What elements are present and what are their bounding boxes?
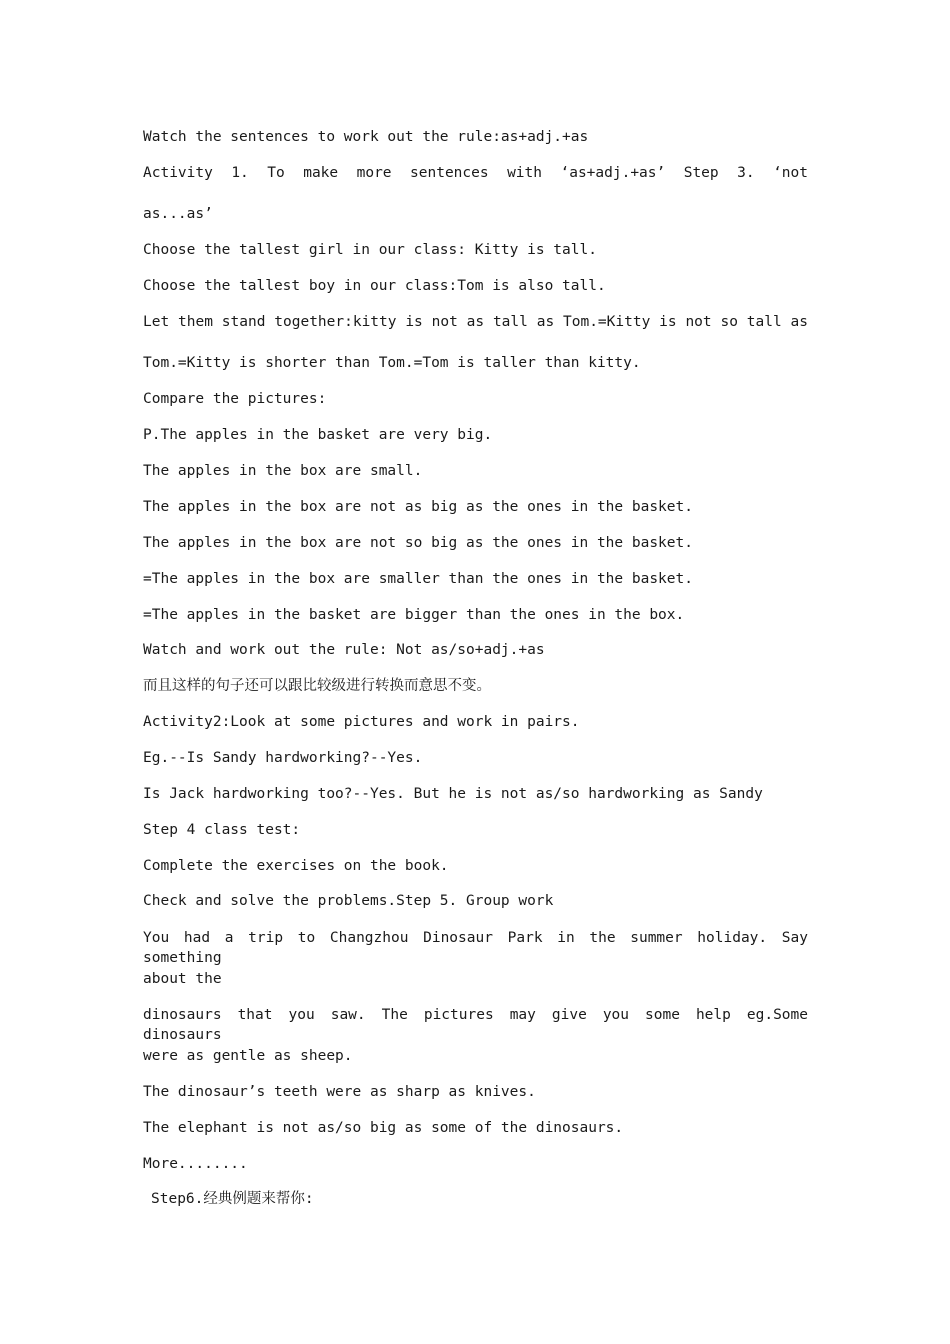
text-line: More........ <box>143 1156 248 1172</box>
text-line: dinosaurs that you saw. The pictures may give you some help eg.Some dinosaurs <box>143 1007 808 1043</box>
text-line: The elephant is not as/so big as some of the dinosaurs. <box>143 1120 624 1136</box>
text-line: The apples in the box are not so big as the ones in the basket. <box>143 535 693 551</box>
text-line: as...as’ <box>143 206 213 222</box>
text-line: Step6.经典例题来帮你: <box>151 1191 314 1207</box>
text-line: The apples in the box are small. <box>143 463 423 479</box>
text-line: Eg.--Is Sandy hardworking?--Yes. <box>143 750 423 766</box>
text-line: Let them stand together:kitty is not as tall as Tom.=Kitty is not so tall as <box>143 314 808 330</box>
text-line: =The apples in the basket are bigger than the ones in the box. <box>143 607 685 623</box>
text-line: 而且这样的句子还可以跟比较级进行转换而意思不变。 <box>143 678 491 694</box>
text-line: The dinosaur’s teeth were as sharp as knives. <box>143 1084 536 1100</box>
text-line: Activity 1. To make more sentences with ‘as+adj.+as’ Step 3. ‘not <box>143 165 808 181</box>
text-line: Check and solve the problems.Step 5. Group work <box>143 893 554 909</box>
text-line: The apples in the box are not as big as the ones in the basket. <box>143 499 693 515</box>
text-line: about the <box>143 971 222 987</box>
text-line: Choose the tallest boy in our class:Tom is also tall. <box>143 278 606 294</box>
text-line: Step 4 class test: <box>143 822 301 838</box>
text-line: Activity2:Look at some pictures and work in pairs. <box>143 714 580 730</box>
text-line: Compare the pictures: <box>143 391 327 407</box>
text-line: You had a trip to Changzhou Dinosaur Park in the summer holiday. Say something <box>143 930 808 966</box>
text-line: P.The apples in the basket are very big. <box>143 427 493 443</box>
text-line: Choose the tallest girl in our class: Kitty is tall. <box>143 242 597 258</box>
text-line: Watch the sentences to work out the rule:as+adj.+as <box>143 129 589 145</box>
text-line: Watch and work out the rule: Not as/so+adj.+as <box>143 642 545 658</box>
text-line: were as gentle as sheep. <box>143 1048 353 1064</box>
text-line: =The apples in the box are smaller than the ones in the basket. <box>143 571 693 587</box>
text-line: Is Jack hardworking too?--Yes. But he is not as/so hardworking as Sandy <box>143 786 763 802</box>
text-line: Complete the exercises on the book. <box>143 858 449 874</box>
text-line: Tom.=Kitty is shorter than Tom.=Tom is taller than kitty. <box>143 355 641 371</box>
